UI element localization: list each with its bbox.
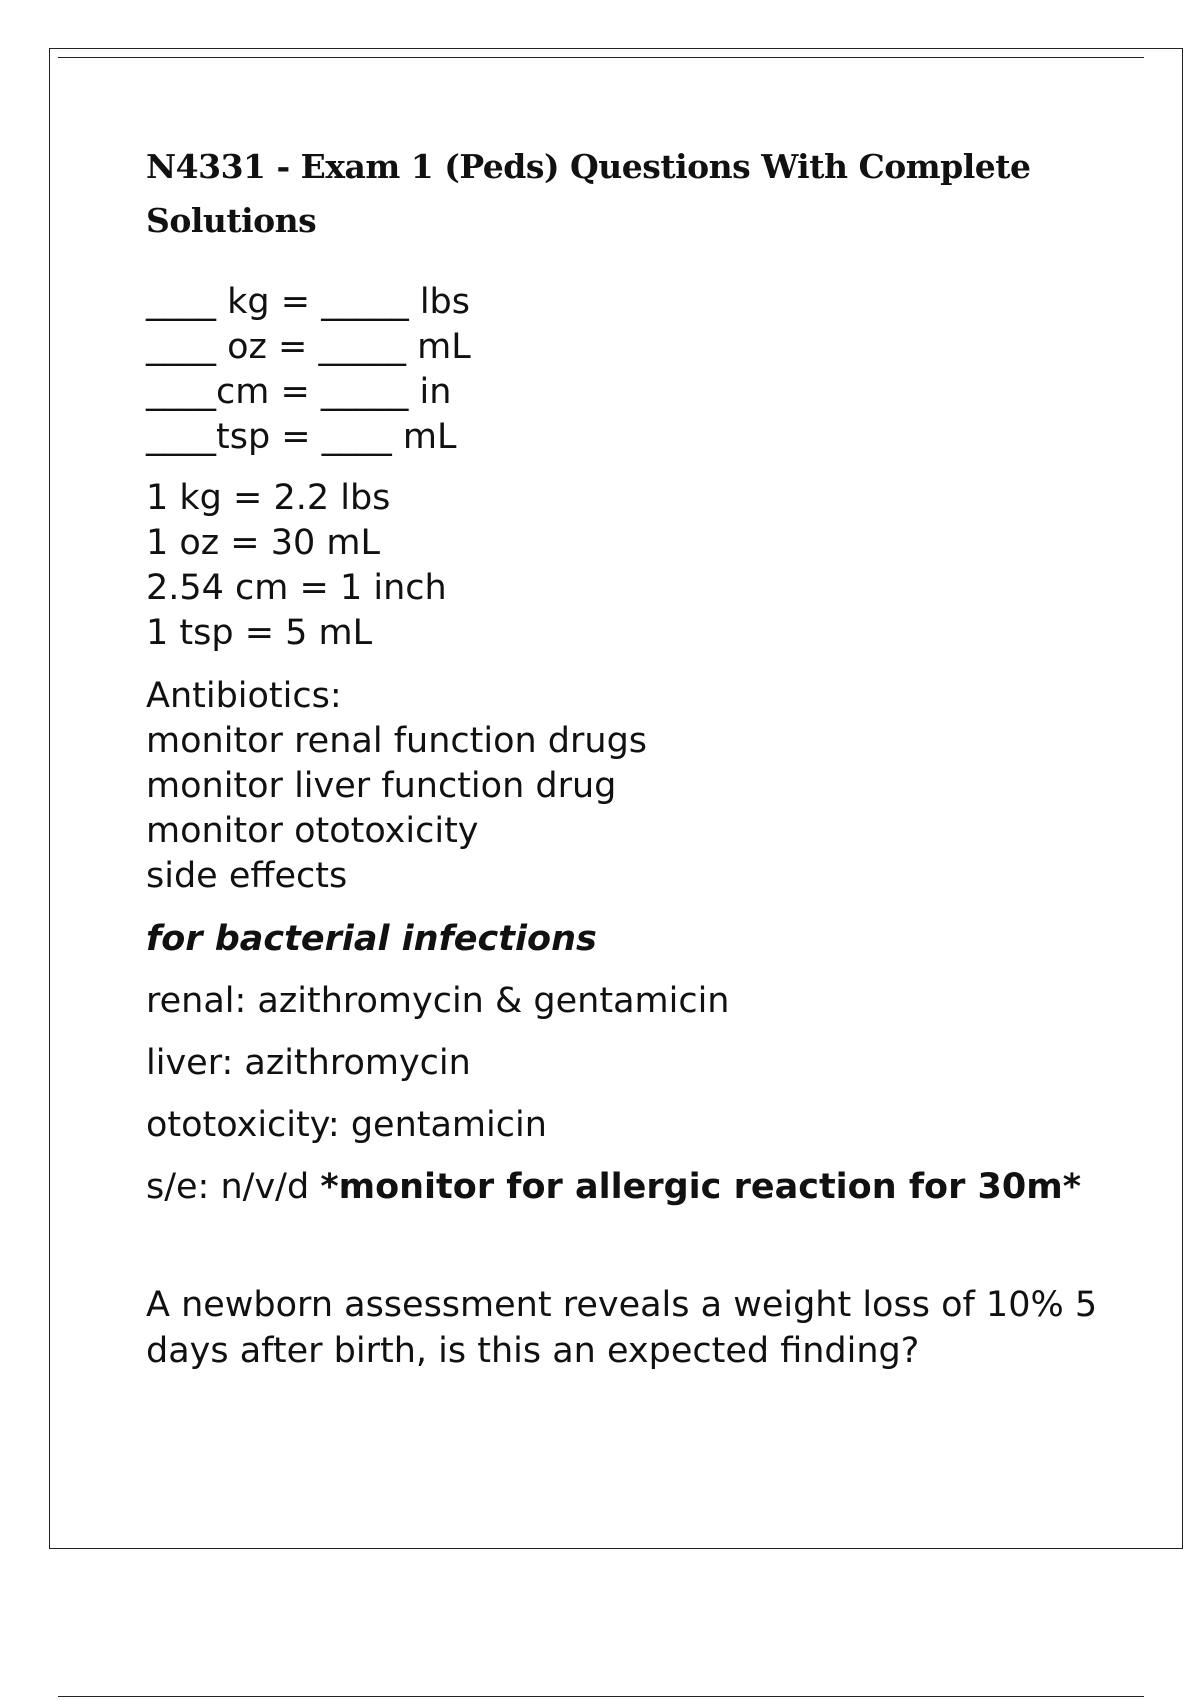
- conversion-fact-oz: 1 oz = 30 mL: [146, 523, 381, 563]
- side-effects-prefix: s/e: n/v/d: [146, 1167, 321, 1207]
- renal-answer: renal: azithromycin & gentamicin: [146, 981, 730, 1021]
- antibiotics-answer: for bacterial infections: [146, 919, 597, 959]
- ototoxicity-answer: ototoxicity: gentamicin: [146, 1105, 547, 1145]
- conversion-fact-tsp: 1 tsp = 5 mL: [146, 613, 373, 653]
- antibiotics-item: monitor liver function drug: [146, 766, 617, 806]
- bottom-rule: [58, 1696, 1144, 1697]
- conversion-fact-cm: 2.54 cm = 1 inch: [146, 568, 447, 608]
- conversion-prompts: [146, 280, 1146, 460]
- conversion-prompt-tsp: ____tsp = ____ mL: [146, 417, 457, 457]
- antibiotics-item: monitor ototoxicity: [146, 811, 479, 851]
- antibiotics-heading: Antibiotics:: [146, 676, 342, 716]
- conversion-prompt-kg: ____ kg = _____ lbs: [146, 282, 470, 322]
- side-effects-answer: [146, 1165, 1146, 1210]
- conversion-facts: [146, 476, 1146, 656]
- antibiotics-item: monitor renal function drugs: [146, 721, 648, 761]
- conversion-prompt-oz: ____ oz = _____ mL: [146, 327, 471, 367]
- document-content: [146, 140, 1146, 1374]
- document-title: N4331 - Exam 1 (Peds) Questions With Complete Solutions: [146, 147, 1031, 240]
- antibiotics-question: [146, 674, 1146, 899]
- antibiotics-item: side effects: [146, 856, 348, 896]
- side-effects-emphasis: *monitor for allergic reaction for 30m*: [320, 1167, 1082, 1207]
- conversion-fact-kg: 1 kg = 2.2 lbs: [146, 478, 391, 518]
- newborn-question: A newborn assessment reveals a weight loss of 10% 5 days after birth, is this an expected finding?: [146, 1285, 1098, 1371]
- conversion-prompt-cm: ____cm = _____ in: [146, 372, 452, 412]
- liver-answer: liver: azithromycin: [146, 1043, 471, 1083]
